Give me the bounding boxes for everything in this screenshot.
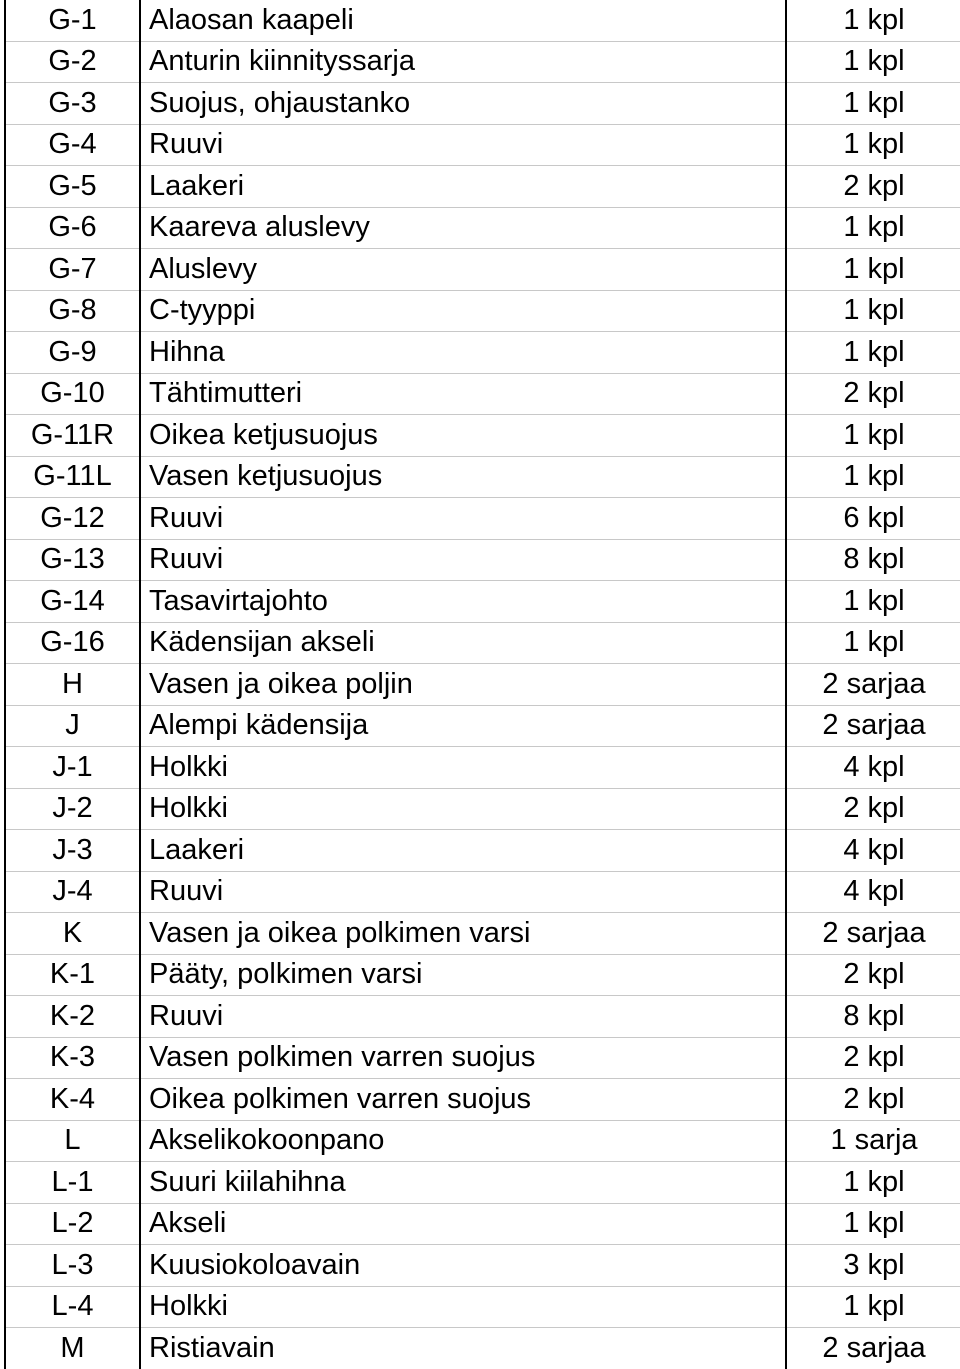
part-description: Akselikokoonpano: [140, 1120, 786, 1162]
table-row: [5, 83, 960, 125]
part-description: Akseli: [140, 1203, 786, 1245]
table-row: [5, 539, 960, 581]
table-row: [5, 581, 960, 623]
part-description: Tähtimutteri: [140, 373, 786, 415]
part-code: G-13: [5, 539, 140, 581]
part-code: G-11R: [5, 415, 140, 457]
table-row: [5, 622, 960, 664]
part-quantity: 1 kpl: [786, 290, 960, 332]
part-quantity: 4 kpl: [786, 747, 960, 789]
part-description: Aluslevy: [140, 249, 786, 291]
part-description: Vasen ja oikea polkimen varsi: [140, 913, 786, 955]
part-code: J-3: [5, 830, 140, 872]
part-quantity: 2 sarjaa: [786, 913, 960, 955]
table-row: [5, 1328, 960, 1369]
part-quantity: 1 sarja: [786, 1120, 960, 1162]
part-quantity: 2 sarjaa: [786, 1328, 960, 1369]
part-quantity: 1 kpl: [786, 1203, 960, 1245]
table-row: [5, 373, 960, 415]
part-quantity: 1 kpl: [786, 249, 960, 291]
part-code: G-9: [5, 332, 140, 374]
part-quantity: 1 kpl: [786, 1286, 960, 1328]
part-code: J-4: [5, 871, 140, 913]
part-quantity: 2 kpl: [786, 1037, 960, 1079]
part-description: Ruuvi: [140, 871, 786, 913]
part-code: G-3: [5, 83, 140, 125]
table-row: [5, 996, 960, 1038]
table-row: [5, 1286, 960, 1328]
part-quantity: 8 kpl: [786, 996, 960, 1038]
part-quantity: 1 kpl: [786, 0, 960, 41]
part-code: M: [5, 1328, 140, 1369]
table-row: [5, 166, 960, 208]
part-description: Tasavirtajohto: [140, 581, 786, 623]
part-code: K-3: [5, 1037, 140, 1079]
part-code: G-11L: [5, 456, 140, 498]
table-row: [5, 788, 960, 830]
table-row: [5, 0, 960, 41]
part-code: K-2: [5, 996, 140, 1038]
table-row: [5, 1203, 960, 1245]
table-row: [5, 498, 960, 540]
table-row: [5, 41, 960, 83]
table-row: [5, 249, 960, 291]
part-description: Oikea ketjusuojus: [140, 415, 786, 457]
part-code: K-1: [5, 954, 140, 996]
part-code: G-5: [5, 166, 140, 208]
table-row: [5, 1245, 960, 1287]
part-code: G-16: [5, 622, 140, 664]
part-quantity: 1 kpl: [786, 207, 960, 249]
part-description: Kuusiokoloavain: [140, 1245, 786, 1287]
part-quantity: 1 kpl: [786, 622, 960, 664]
part-description: Holkki: [140, 1286, 786, 1328]
part-description: Vasen ketjusuojus: [140, 456, 786, 498]
part-quantity: 1 kpl: [786, 1162, 960, 1204]
table-row: [5, 290, 960, 332]
part-quantity: 1 kpl: [786, 415, 960, 457]
part-description: Kädensijan akseli: [140, 622, 786, 664]
part-code: G-4: [5, 124, 140, 166]
part-description: Ristiavain: [149, 1331, 275, 1364]
part-code: J-2: [5, 788, 140, 830]
table-row: [5, 332, 960, 374]
part-description: Hihna: [140, 332, 786, 374]
part-quantity: 1 kpl: [786, 332, 960, 374]
part-quantity: 2 kpl: [786, 1079, 960, 1121]
table-row: [5, 705, 960, 747]
parts-table: [4, 0, 960, 1369]
part-description: Holkki: [140, 788, 786, 830]
table-row: [5, 124, 960, 166]
part-description: Laakeri: [140, 166, 786, 208]
parts-table-body: [5, 0, 960, 1369]
part-quantity: 4 kpl: [786, 830, 960, 872]
table-row: [5, 415, 960, 457]
part-description: C-tyyppi: [140, 290, 786, 332]
part-description: Kaareva aluslevy: [140, 207, 786, 249]
part-description: Ruuvi: [140, 124, 786, 166]
part-quantity: 1 kpl: [786, 124, 960, 166]
part-code: H: [5, 664, 140, 706]
part-code: G-14: [5, 581, 140, 623]
part-code: J: [5, 705, 140, 747]
part-description: Vasen ja oikea poljin: [140, 664, 786, 706]
part-quantity: 2 kpl: [786, 373, 960, 415]
part-quantity: 2 kpl: [786, 954, 960, 996]
part-code: L-2: [5, 1203, 140, 1245]
table-row: [5, 1162, 960, 1204]
table-row: [5, 1037, 960, 1079]
part-quantity: 1 kpl: [786, 83, 960, 125]
part-quantity: 2 sarjaa: [786, 664, 960, 706]
part-description: Alempi kädensija: [140, 705, 786, 747]
part-description: Pääty, polkimen varsi: [140, 954, 786, 996]
part-quantity: 2 sarjaa: [786, 705, 960, 747]
part-code: J-1: [5, 747, 140, 789]
part-code: G-6: [5, 207, 140, 249]
table-row: [5, 913, 960, 955]
part-code: L-3: [5, 1245, 140, 1287]
part-code: G-8: [5, 290, 140, 332]
part-description: Ruuvi: [140, 996, 786, 1038]
part-quantity: 1 kpl: [786, 581, 960, 623]
part-description: Vasen polkimen varren suojus: [140, 1037, 786, 1079]
part-code: G-12: [5, 498, 140, 540]
table-row: [5, 1079, 960, 1121]
part-quantity: 1 kpl: [786, 41, 960, 83]
part-code: K-4: [5, 1079, 140, 1121]
part-quantity: 3 kpl: [786, 1245, 960, 1287]
part-description: Holkki: [140, 747, 786, 789]
table-row: [5, 747, 960, 789]
table-row: [5, 1120, 960, 1162]
table-row: [5, 664, 960, 706]
part-description: Ruuvi: [140, 539, 786, 581]
part-quantity: 6 kpl: [786, 498, 960, 540]
part-code: G-7: [5, 249, 140, 291]
part-quantity: 2 kpl: [786, 788, 960, 830]
table-row: [5, 456, 960, 498]
part-code: G-2: [5, 41, 140, 83]
part-description: Suuri kiilahihna: [140, 1162, 786, 1204]
table-row: [5, 871, 960, 913]
part-code: L: [5, 1120, 140, 1162]
table-row: [5, 207, 960, 249]
part-quantity: 2 kpl: [786, 166, 960, 208]
part-code: K: [5, 913, 140, 955]
part-code: G-1: [5, 0, 140, 41]
part-description: Anturin kiinnityssarja: [140, 41, 786, 83]
part-description: Oikea polkimen varren suojus: [140, 1079, 786, 1121]
part-description: Suojus, ohjaustanko: [140, 83, 786, 125]
part-quantity: 1 kpl: [786, 456, 960, 498]
part-code: G-10: [5, 373, 140, 415]
part-quantity: 8 kpl: [786, 539, 960, 581]
part-code: L-1: [5, 1162, 140, 1204]
part-code: L-4: [5, 1286, 140, 1328]
part-description: Laakeri: [140, 830, 786, 872]
part-quantity: 4 kpl: [786, 871, 960, 913]
table-row: [5, 954, 960, 996]
part-description: Alaosan kaapeli: [140, 0, 786, 41]
part-description: Ruuvi: [140, 498, 786, 540]
table-row: [5, 830, 960, 872]
